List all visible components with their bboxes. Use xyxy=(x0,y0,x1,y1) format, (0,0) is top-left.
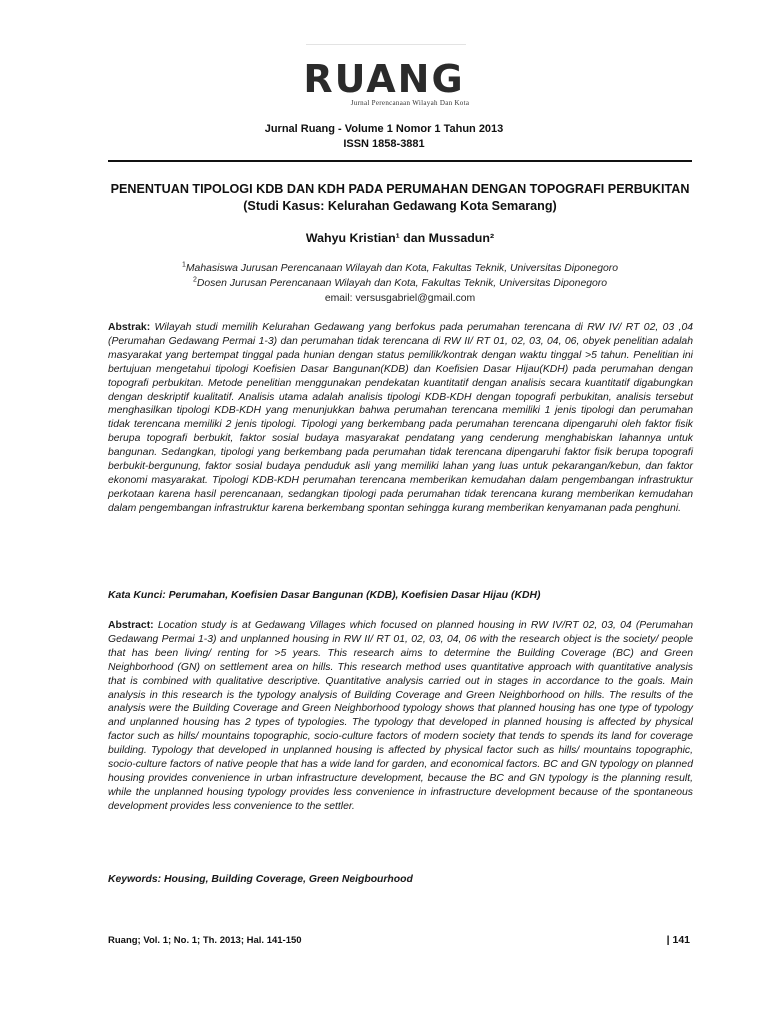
author-email: email: versusgabriel@gmail.com xyxy=(324,293,476,304)
title-line-2: (Studi Kasus: Kelurahan Gedawang Kota Semarang) xyxy=(243,199,557,213)
affiliation-1-mark: 1 xyxy=(181,261,186,269)
abstract-section xyxy=(108,619,693,814)
journal-issn: ISSN 1858-3881 xyxy=(343,138,425,150)
affiliation-1-text: Mahasiswa Jurusan Perencanaan Wilayah dan Kota, Fakultas Teknik, Universitas Diponegoro xyxy=(185,263,619,274)
keywords: Keywords: Housing, Building Coverage, Green Neigbourhood xyxy=(108,874,413,885)
affiliation-2 xyxy=(0,276,768,291)
affiliation-2-text: Dosen Jurusan Perencanaan Wilayah dan Kota, Fakultas Teknik, Universitas Diponegoro xyxy=(196,278,608,289)
affiliation-1 xyxy=(0,261,768,276)
abstract-label: Abstract: xyxy=(108,620,154,631)
abstract-text: Location study is at Gedawang Villages which focused on planned housing in RW IV/RT 02, 03, 04 (Perumahan Gedawang Permai 1-3) and unplanned housing in RW II/ RT 01, 02, 03, 04, 06 with the research object is the society/ people that has been living/ renting for >5 years. This research aims to determine the Building Coverage (BC) and Green Neighborhood (GN) on settlement area on hills. This research method uses quantitative approach with quantitative analysis that is combined with qualitative descriptive. Quantitative analysis carried out in stages in accordance to the goals. Main analysis in this research is the typology analysis of Building Coverage and Green Neighborhood on hills. The results of the analysis were the Building Coverage and Green Neighborhood typology shows that planned housing has one type of typology and unplanned housing has 2 types of typologies. The typology that developed in planned housing is affected by physical factor such as hills/ mountains topographic, socio-culture factors of modern society that tends to spends its land for coverage building. Typology that developed in unplanned housing is affected by physical factor such as hills/ mountains topographic, socio-culture factors of native people that has a wide land for garden, and economical factors. BC and GN typology on planned housing provides convenience in urban infrastructure development, because the BC and GN typology is the planning result, while the unplanned housing typology provides less convenience in infrastructure development because of the spontaneous development provides less convenience to the settler. xyxy=(108,620,694,812)
top-divider xyxy=(306,44,466,45)
journal-logo xyxy=(0,57,768,107)
kata-kunci: Kata Kunci: Perumahan, Koefisien Dasar Bangunan (KDB), Koefisien Dasar Hijau (KDH) xyxy=(108,590,541,601)
affiliations xyxy=(0,261,768,306)
article-authors: Wahyu Kristian¹ dan Mussadun² xyxy=(305,231,495,245)
page-number: | 141 xyxy=(666,934,690,946)
journal-citation: Jurnal Ruang - Volume 1 Nomor 1 Tahun 2013 xyxy=(264,123,504,135)
abstrak-label: Abstrak: xyxy=(108,322,151,333)
title-line-1: PENENTUAN TIPOLOGI KDB DAN KDH PADA PERUMAHAN DENGAN TOPOGRAFI PERBUKITAN xyxy=(110,182,690,196)
affiliation-2-mark: 2 xyxy=(192,276,197,284)
footer-citation: Ruang; Vol. 1; No. 1; Th. 2013; Hal. 141-150 xyxy=(108,935,302,946)
logo-wordmark: RUANG xyxy=(303,57,465,101)
journal-info xyxy=(0,122,768,152)
header-divider xyxy=(108,160,692,162)
abstrak-text: Wilayah studi memilih Kelurahan Gedawang yang berfokus pada perumahan terencana di RW IV/ RT 02, 03 ,04 (Perumahan Gedawang Permai 1-3) dan perumahan tidak terencana di RW II/ RT 01, 02, 03, 04, 06, obyek penelitian adalah masyarakat yang bertempat tinggal pada hunian dengan status pemilik/kontrak dengan waktu tinggal >5 tahun. Penelitian ini bertujuan mengetahui tipologi Koefisien Dasar Bangunan(KDB) dan Koefisien Dasar Hijau(KDH) pada perumahan dengan topografi perbukitan. Metode penelitian menggunakan pendekatan kuantitatif dengan analisis secara kuantitatif digabungkan dengan deskriptif kualitatif. Analisis utama adalah analisis tipologi KDB-KDH dengan topografi perbukitan, analisis tersebut menghasilkan tipologi KDB-KDH yang menunjukkan bahwa perumahan terencana memiliki 1 jenis tipologi dan perumahan tidak terencana memiliki 2 jenis tipologi. Tipologi yang berkembang pada perumahan terencana dipengaruhi oleh faktor fisik berupa topografi berbukit, faktor sosial budaya masyarakat pendatang yang cenderung menghabiskan lahannya untuk bangunan. Sedangkan, tipologi yang berkembang pada perumahan tidak terencana dipengaruhi faktor fisik berupa topografi berbukit-bergunung, faktor sosial budaya penduduk asli yang memiliki lahan yang luas untuk pekarangan/kebun, dan faktor ekonomi masyarakat. Tipologi KDB-KDH perumahan terencana memberikan kemudahan dalam pengembangan infrastruktur perkotaan karena hasil perencanaan, sedangkan tipologi pada perumahan tidak terencana kurang memberikan kemudahan dalam pengembangan infrastruktur karena berkembang spontan sehingga kurang memberikan kenyamanan pada penghuni. xyxy=(108,322,693,514)
abstrak-section xyxy=(108,321,693,516)
article-title xyxy=(90,181,710,215)
logo-tagline: Jurnal Perencanaan Wilayah Dan Kota xyxy=(350,99,470,107)
